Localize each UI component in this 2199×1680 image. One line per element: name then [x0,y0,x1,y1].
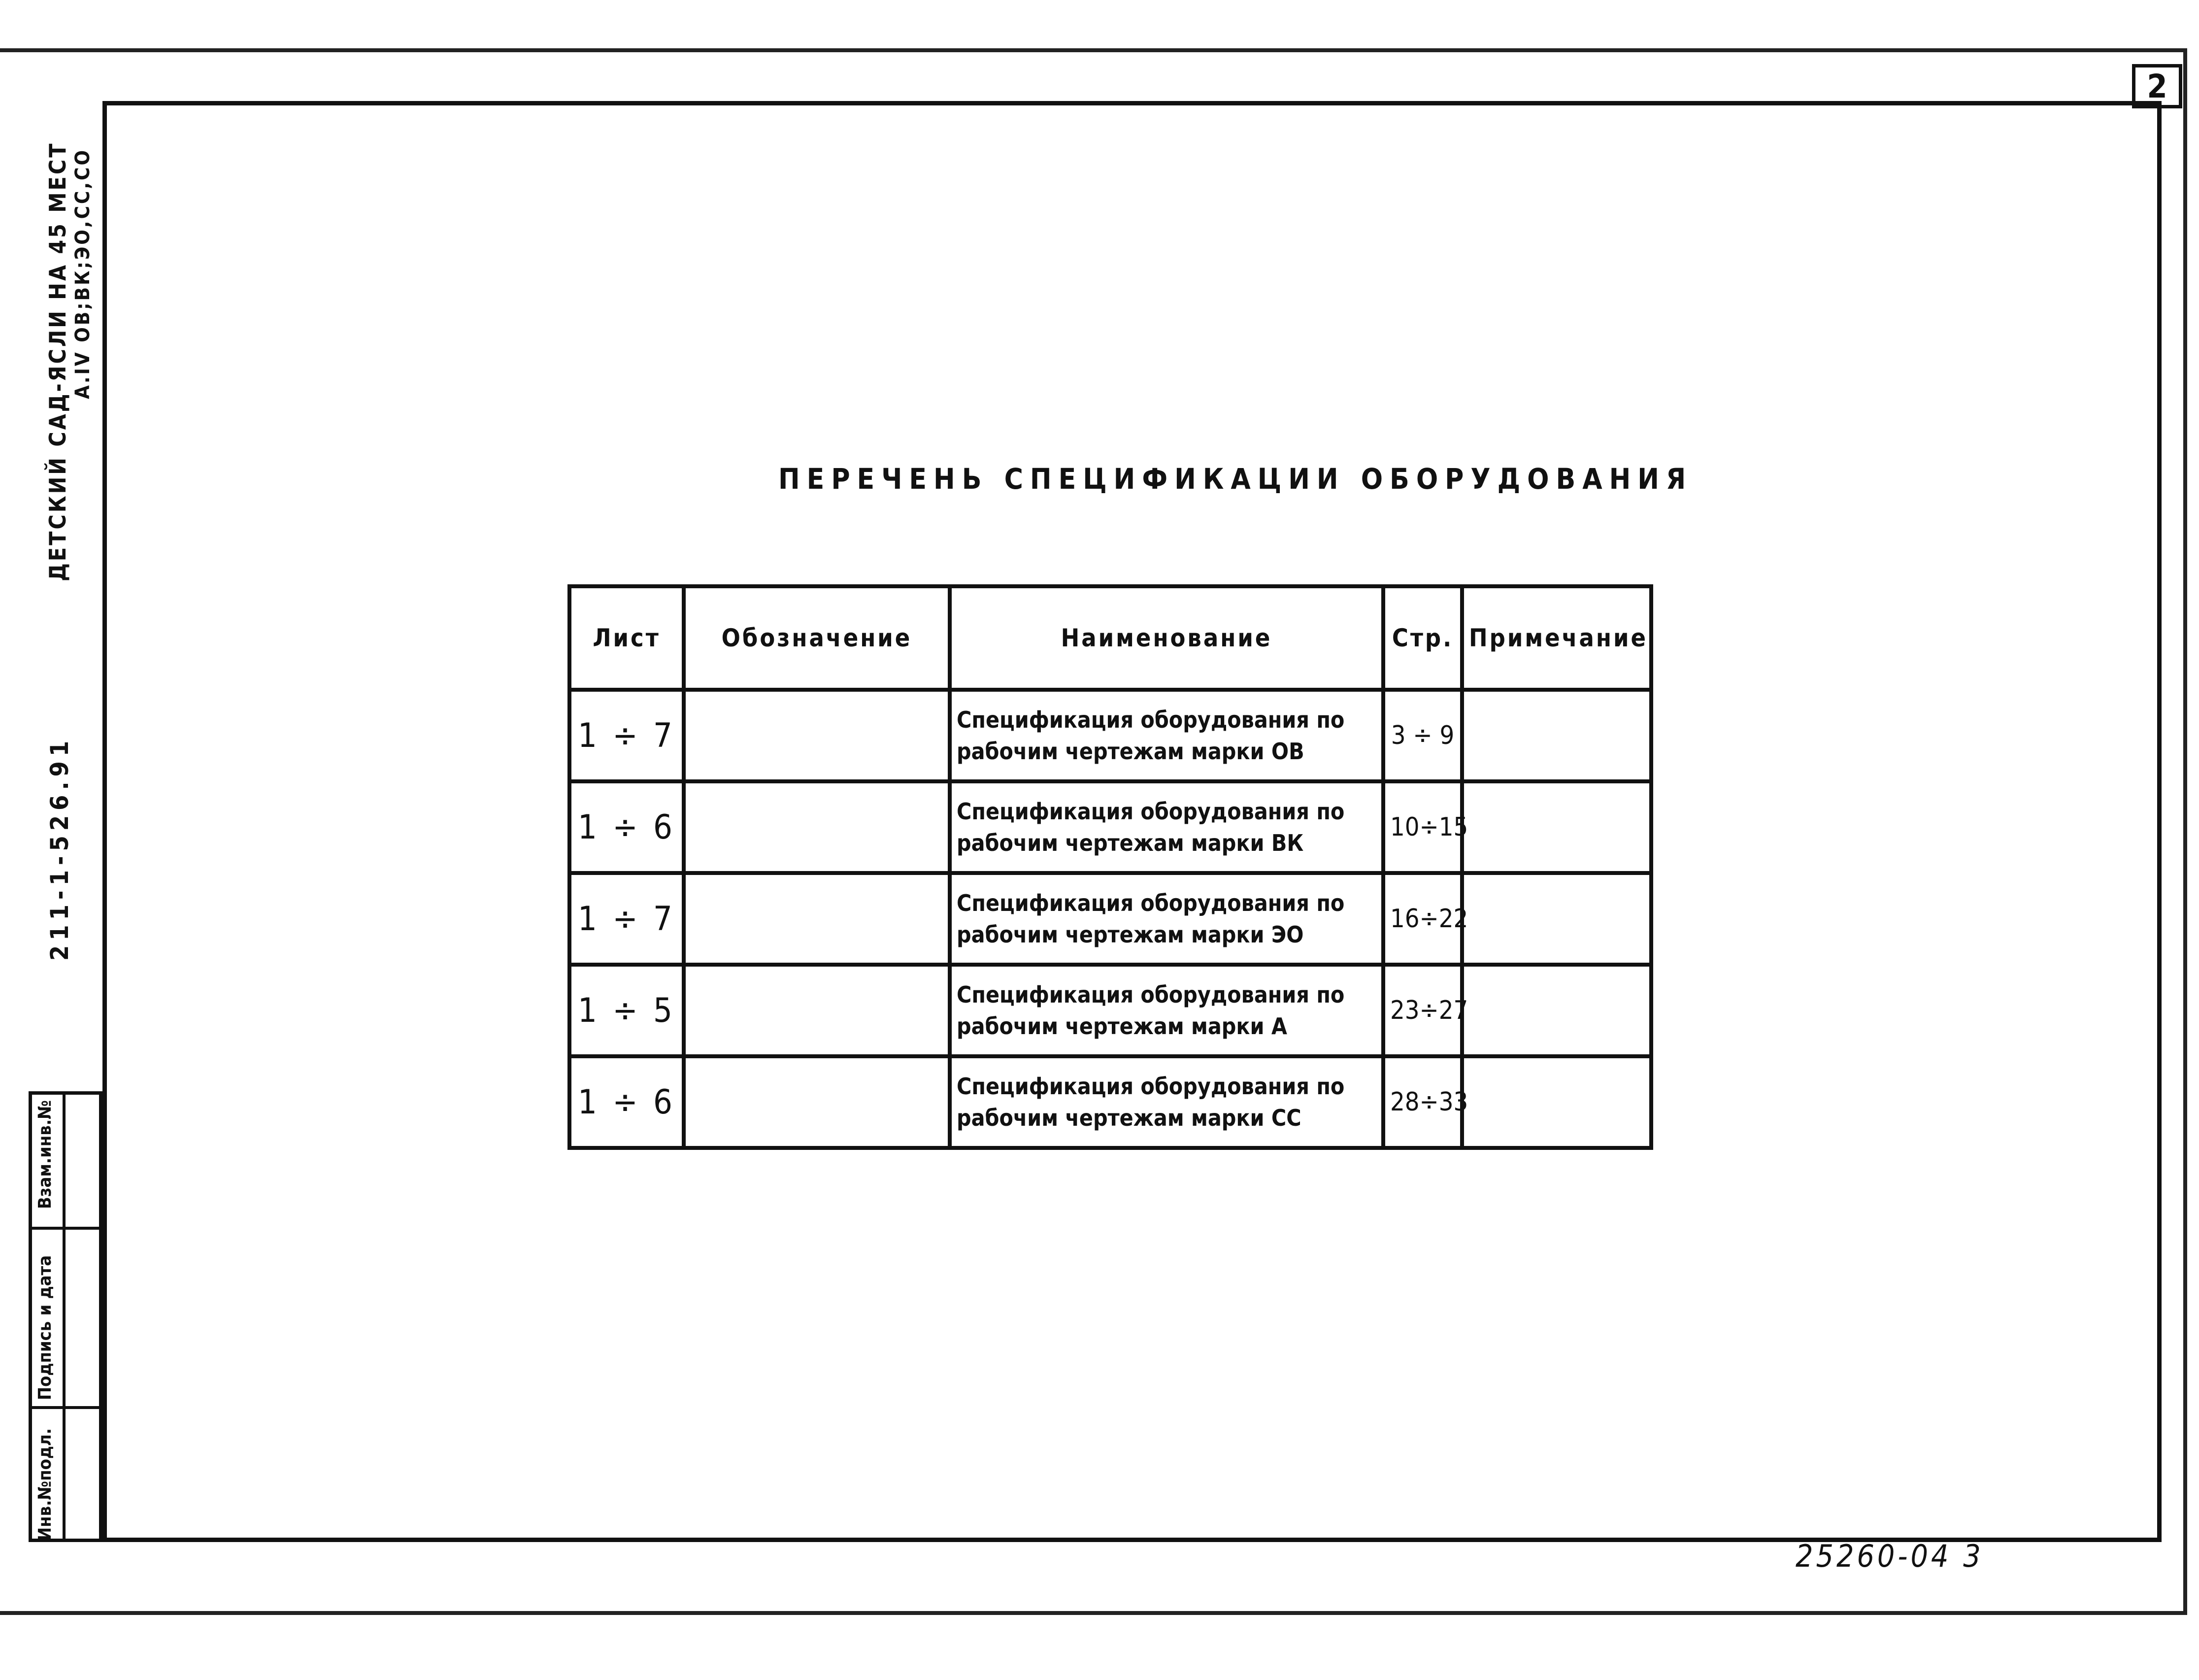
cell-designation [684,781,950,873]
cell-name-line2: рабочим чертежам марки ВК [957,830,1304,856]
stamp-divider-vertical [63,1095,66,1539]
cell-pages: 3 ÷ 9 [1383,690,1462,781]
cell-note [1462,965,1651,1056]
header-note: Примечание [1462,586,1651,690]
cell-pages: 28÷33 [1383,1056,1462,1148]
cell-name-line2: рабочим чертежам марки ЭО [957,921,1304,948]
stamp-divider [32,1406,99,1409]
cell-designation [684,873,950,965]
cell-name-line1: Спецификация оборудования по [957,798,1345,825]
cell-name [950,965,1383,1056]
table-row [569,1056,1651,1148]
side-title-line2: А.IV ОВ;ВК;ЭО,СС,СО [71,148,94,399]
approval-stamp [29,1091,102,1542]
sheet-number: 2 [2132,64,2182,108]
table-row [569,873,1651,965]
table-row [569,781,1651,873]
cell-sheet: 1 ÷ 7 [569,873,684,965]
cell-designation [684,1056,950,1148]
cell-name [950,781,1383,873]
stamp-divider [32,1227,99,1230]
handwritten-note: 25260-04 3 [1796,1538,1984,1574]
table-row [569,690,1651,781]
cell-pages: 16÷22 [1383,873,1462,965]
header-designation: Обозначение [684,586,950,690]
table-row [569,965,1651,1056]
cell-sheet: 1 ÷ 6 [569,1056,684,1148]
cell-name [950,690,1383,781]
cell-name-line1: Спецификация оборудования по [957,706,1345,733]
cell-sheet: 1 ÷ 7 [569,690,684,781]
cell-sheet: 1 ÷ 6 [569,781,684,873]
specification-table [567,584,1653,1150]
cell-name-line2: рабочим чертежам марки ОВ [957,738,1304,765]
header-pages: Стр. [1383,586,1462,690]
header-sheet: Лист [569,586,684,690]
cell-pages: 10÷15 [1383,781,1462,873]
document-title: ПЕРЕЧЕНЬ СПЕЦИФИКАЦИИ ОБОРУДОВАНИЯ [778,462,1693,496]
cell-name [950,1056,1383,1148]
cell-designation [684,690,950,781]
cell-note [1462,1056,1651,1148]
side-document-code: 211-1-526.91 [45,736,74,961]
cell-name-line2: рабочим чертежам марки А [957,1013,1287,1040]
cell-name-line1: Спецификация оборудования по [957,981,1345,1008]
cell-name-line1: Спецификация оборудования по [957,890,1345,916]
table-header-row [569,586,1651,690]
stamp-label-replacement-inv: Взам.инв.№ [35,1100,55,1209]
cell-name [950,873,1383,965]
cell-note [1462,690,1651,781]
header-name: Наименование [950,586,1383,690]
side-title-line1: ДЕТСКИЙ САД-ЯСЛИ НА 45 МЕСТ [44,141,71,581]
cell-sheet: 1 ÷ 5 [569,965,684,1056]
stamp-label-signature-date: Подпись и дата [35,1255,55,1400]
cell-note [1462,873,1651,965]
stamp-label-inv-original: Инв.№подл. [35,1428,55,1541]
cell-name-line2: рабочим чертежам марки СС [957,1105,1301,1131]
cell-note [1462,781,1651,873]
cell-name-line1: Спецификация оборудования по [957,1073,1345,1100]
cell-pages: 23÷27 [1383,965,1462,1056]
cell-designation [684,965,950,1056]
